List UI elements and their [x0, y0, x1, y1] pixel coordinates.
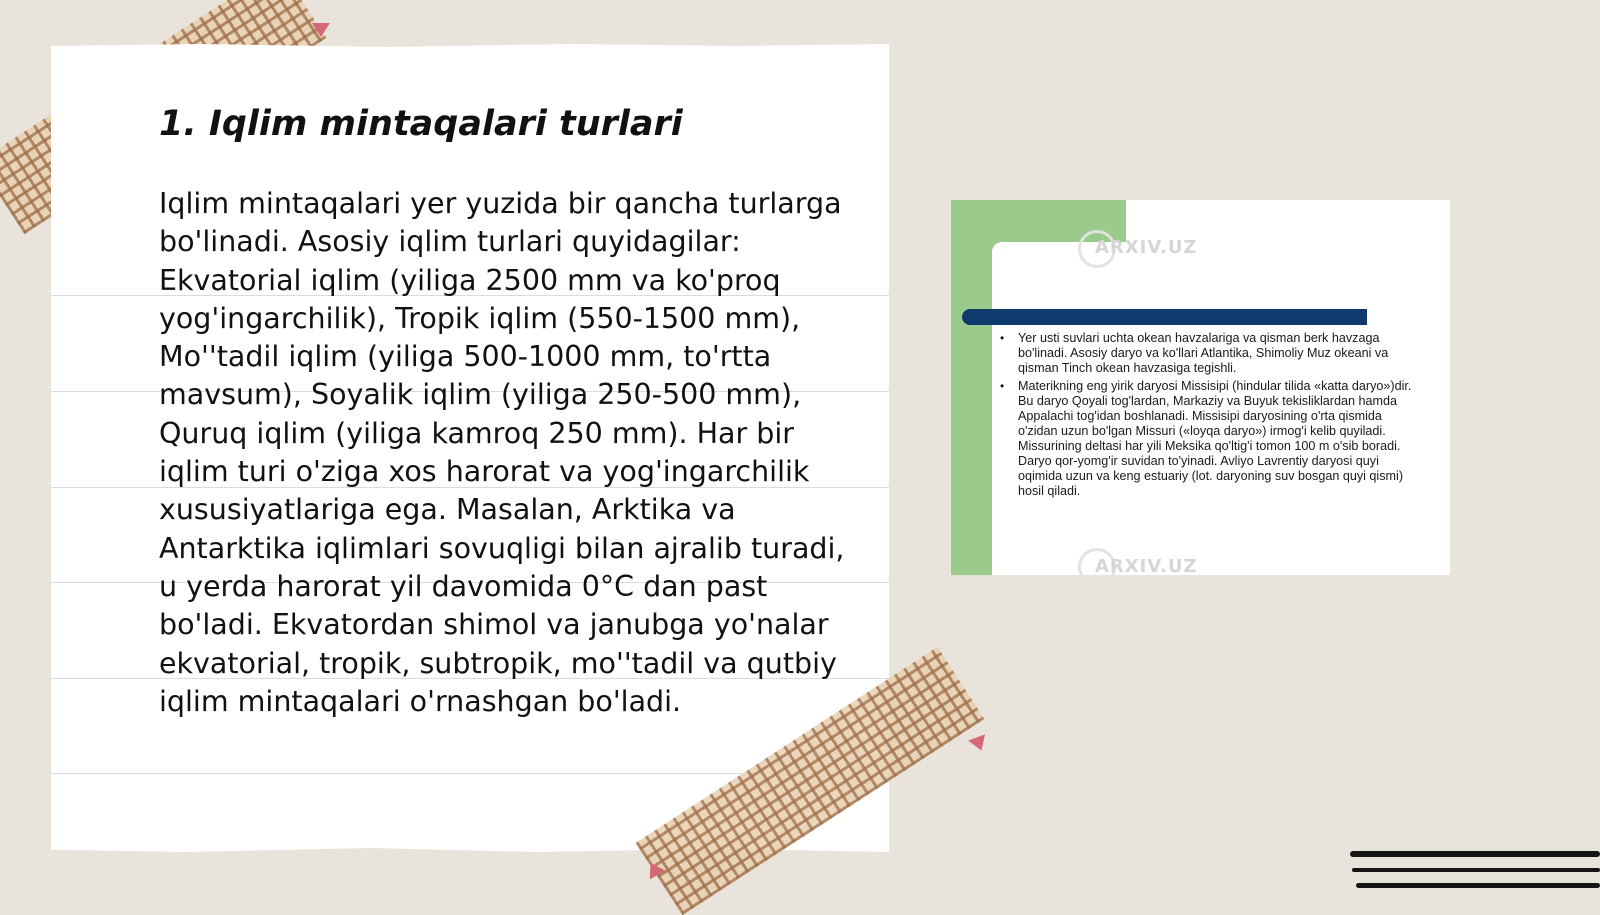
- list-item-text: Yer usti suvlari uchta okean havzalariga va qisman berk havzaga bo'linadi. Asosiy daryo va ko'llari Atlantika, Shimoliy Muz okeani va qisman Tinch okean havzasiga tegishli.: [1018, 331, 1389, 375]
- embedded-bullet-list: [1000, 331, 1418, 502]
- watermark-bottom: ARXIV.UZ: [1095, 556, 1198, 575]
- watermark-top: ARXIV.UZ: [1095, 237, 1198, 258]
- decorative-stripe: [1352, 868, 1600, 872]
- list-item: [1000, 379, 1418, 499]
- slide-body-text: Iqlim mintaqalari yer yuzida bir qancha turlarga bo'linadi. Asosiy iqlim turlari quyidagilar: Ekvatorial iqlim (yiliga 2500 mm va ko'proq yog'ingarchilik), Tropik iqlim (550-1500 mm), Mo''tadil iqlim (yiliga 500-1000 mm, to'rtta mavsum), Soyalik iqlim (yiliga 250-500 mm), Quruq iqlim (yiliga kamroq 250 mm). Har bir iqlim turi o'ziga xos harorat va yog'ingarchilik xususiyatlariga ega. Masalan, Arktika va Antarktika iqlimlari sovuqligi bilan ajralib turadi, u yerda harorat yil davomida 0°C dan past bo'ladi. Ekvatordan shimol va janubga yo'nalar ekvatorial, tropik, subtropik, mo''tadil va qutbiy iqlim mintaqalari o'rnashgan bo'ladi.: [159, 187, 845, 718]
- slide-title: 1. Iqlim mintaqalari turlari: [159, 104, 683, 144]
- pin-icon: [968, 734, 990, 753]
- list-item-text: Materikning eng yirik daryosi Missisipi (hindular tilida «katta daryo»)dir. Bu daryo Qoyali tog'lardan, Markaziy va Buyuk tekisliklardan hamda Appalachi tog'idan boshlanadi. Missisipi daryosining o'rta qismida o'zidan uzun bo'lgan Missuri («loyqa daryo») irmog'i kelib quyiladi. Missurining deltasi har yili Meksika qo'ltig'i tomon 100 m o'sib boradi. Daryo qor-yomg'ir suvidan to'yinadi. Avliyo Lavrentiy daryosi quyi oqimida uzun va keng estuariy (lot. daryoning suv bosgan quyi qismi) hosil qiladi.: [1018, 379, 1412, 498]
- bullet-icon: •: [1000, 379, 1005, 393]
- bullet-icon: •: [1000, 331, 1005, 345]
- navy-header-bar: [962, 309, 1367, 325]
- green-accent-strip: [951, 200, 992, 575]
- pin-icon: [312, 23, 330, 37]
- list-item: [1000, 331, 1418, 376]
- decorative-stripe: [1350, 851, 1600, 857]
- decorative-stripe: [1356, 883, 1600, 888]
- embedded-slide-image: [951, 200, 1450, 575]
